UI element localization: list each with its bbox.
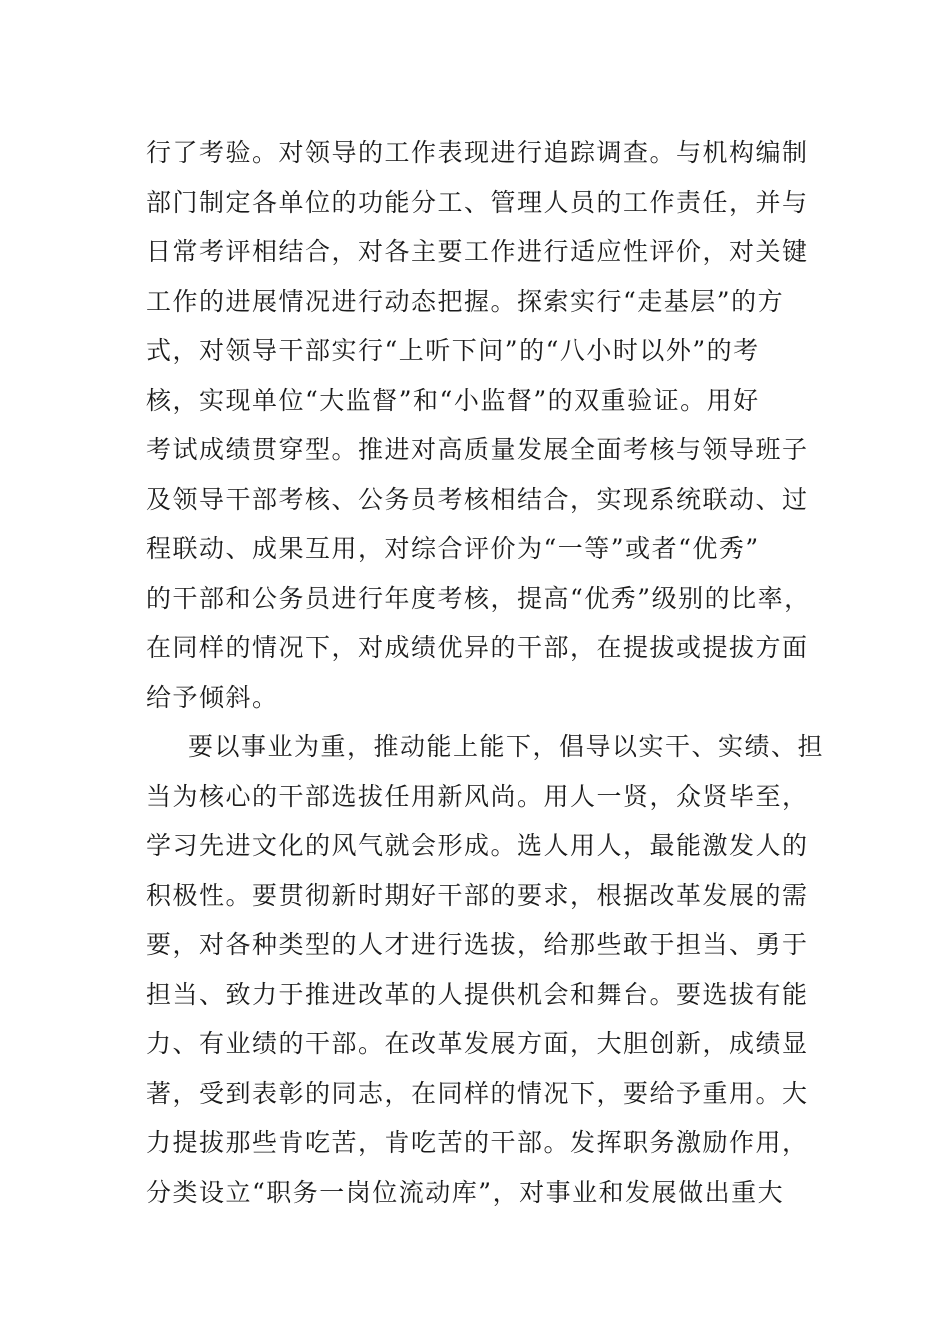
- paragraph-2-line: 要，对各种类型的人才进行选拔，给那些敢于担当、勇于: [146, 930, 809, 959]
- paragraph-2: [146, 722, 825, 1217]
- paragraph-1-line: 的干部和公务员进行年度考核，提高“优秀”级别的比率，: [146, 583, 811, 613]
- paragraph-2-line: 力提拔那些肯吃苦，肯吃苦的干部。发挥职务激励作用，: [146, 1128, 809, 1157]
- paragraph-2-line: 要以事业为重，推动能上能下，倡导以实干、实绩、担: [188, 732, 825, 761]
- paragraph-1-line: 日常考评相结合，对各主要工作进行适应性评价，对关键: [146, 237, 809, 266]
- paragraph-1: [146, 128, 811, 722]
- paragraph-1-line: 及领导干部考核、公务员考核相结合，实现系统联动、过: [146, 484, 809, 514]
- paragraph-2-line: 分类设立“职务一岗位流动库”，对事业和发展做出重大: [146, 1177, 785, 1207]
- paragraph-1-line: 式，对领导干部实行“上听下问”的“八小时以外”的考: [146, 336, 760, 365]
- paragraph-2-line: 学习先进文化的风气就会形成。选人用人，最能激发人的: [146, 831, 809, 860]
- paragraph-1-line: 给予倾斜。: [146, 682, 279, 712]
- paragraph-1-line: 工作的进展情况进行动态把握。探索实行“走基层”的方: [146, 286, 785, 316]
- paragraph-1-line: 部门制定各单位的功能分工、管理人员的工作责任，并与: [146, 187, 809, 217]
- paragraph-2-line: 积极性。要贯彻新时期好干部的要求，根据改革发展的需: [146, 880, 809, 910]
- paragraph-1-line: 核，实现单位“大监督”和“小监督”的双重验证。用好: [146, 385, 760, 415]
- paragraph-1-line: 程联动、成果互用，对综合评价为“一等”或者“优秀”: [146, 534, 760, 563]
- paragraph-2-line: 当为核心的干部选拔任用新风尚。用人一贤，众贤毕至，: [146, 781, 809, 811]
- paragraph-1-line: 行了考验。对领导的工作表现进行追踪调查。与机构编制: [146, 138, 809, 167]
- paragraph-1-line: 考试成绩贯穿型。推进对高质量发展全面考核与领导班子: [146, 435, 809, 464]
- paragraph-2-line: 著，受到表彰的同志，在同样的情况下，要给予重用。大: [146, 1078, 809, 1108]
- paragraph-1-line: 在同样的情况下，对成绩优异的干部，在提拔或提拔方面: [146, 633, 809, 662]
- paragraph-2-line: 力、有业绩的干部。在改革发展方面，大胆创新，成绩显: [146, 1029, 809, 1058]
- document-body: [146, 128, 825, 1217]
- paragraph-2-line: 担当、致力于推进改革的人提供机会和舞台。要选拔有能: [146, 979, 809, 1009]
